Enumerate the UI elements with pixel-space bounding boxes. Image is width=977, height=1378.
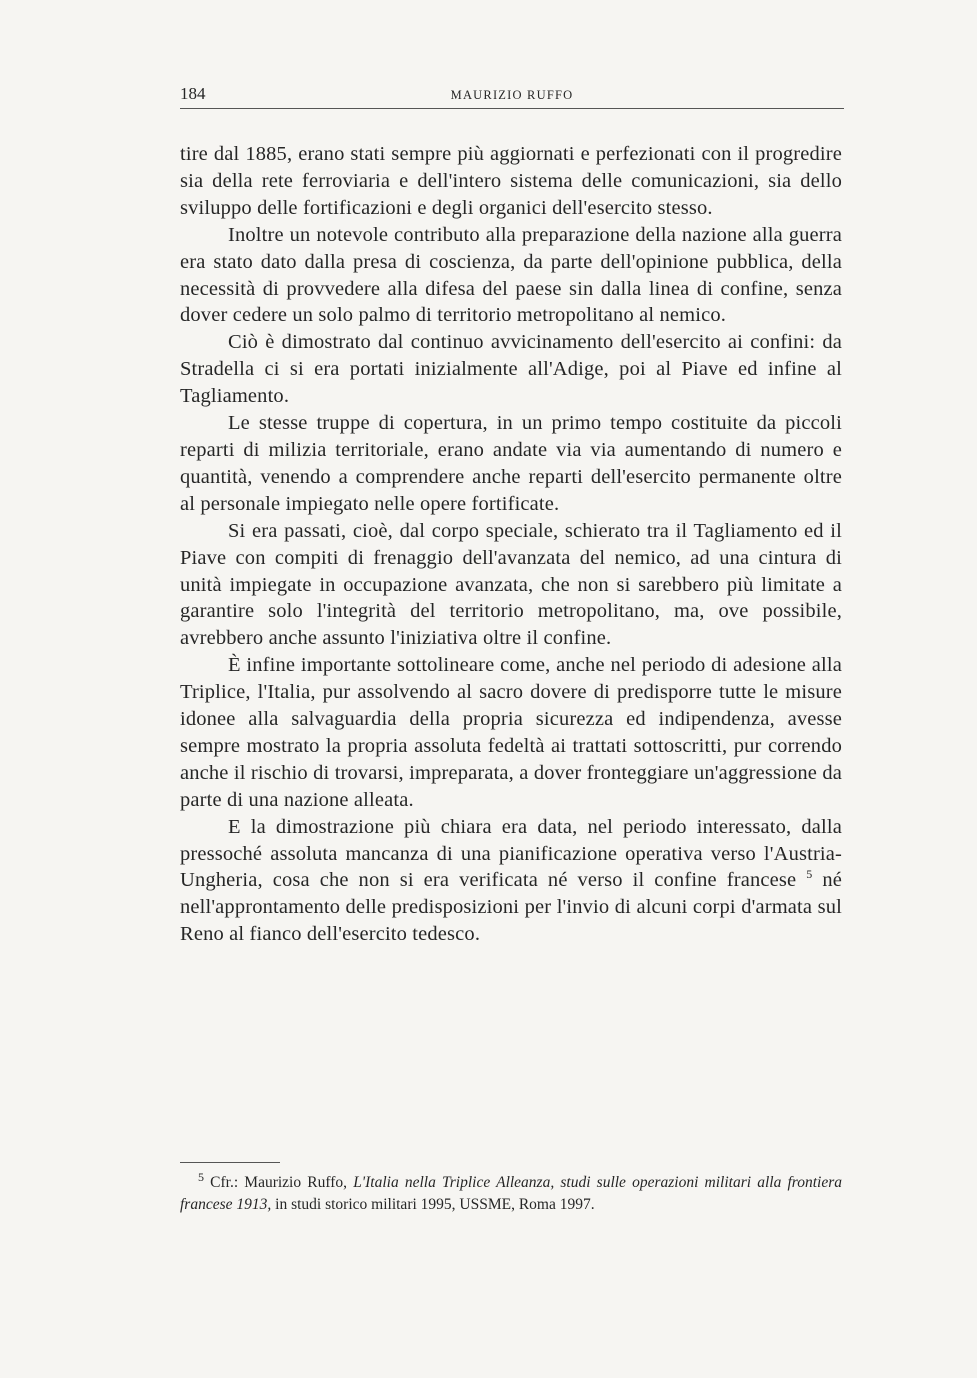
footnote-divider	[180, 1162, 280, 1163]
body-text	[180, 141, 842, 948]
paragraph-text: E la dimostrazione più chiara era data, nel periodo interessato, dalla pressoché assoluta mancanza di una pianificazione operativa verso l'Austria-Ungheria, cosa che non si era verificata né verso il confine francese	[180, 815, 842, 892]
paragraph: Le stesse truppe di copertura, in un primo tempo costituite da piccoli reparti di milizia territoriale, erano andate via via aumentando di numero e quantità, venendo a comprendere anche reparti dell'esercito permanente oltre al personale impiegato nelle opere fortificate.	[180, 412, 842, 515]
footnote-suffix: in studi storico militari 1995, USSME, Roma 1997.	[275, 1195, 595, 1213]
paragraph-with-footnote-ref	[180, 814, 842, 949]
paragraph: Inoltre un notevole contributo alla preparazione della nazione alla guerra era stato dato dalla presa di coscienza, da parte dell'opinione pubblica, della necessità di provvedere alla difesa del paese sin dalla linea di confine, senza dover cedere un solo palmo di territorio metropolitano al nemico.	[180, 223, 842, 327]
footnote-reference: 5	[806, 867, 813, 882]
paragraph-text: né nell'approntamento delle predisposizioni per l'invio di alcuni corpi d'armata sul Reno al fianco dell'esercito tedesco.	[180, 869, 842, 946]
footnote-prefix: Cfr.: Maurizio Ruffo,	[210, 1174, 348, 1191]
page-header	[180, 84, 844, 109]
paragraph: Si era passati, cioè, dal corpo speciale, schierato tra il Tagliamento ed il Piave con compiti di frenaggio dell'avanzata del nemico, ad una cintura di unità impiegate in occupazione avanzata, che non si sarebbero più limitate a garantire solo l'integrità del territorio metropolitano, ma, ove possibile, avrebbero anche assunto l'iniziativa oltre il confine.	[180, 519, 842, 650]
page-number: 184	[180, 84, 206, 103]
footnote-title: L'Italia nella Triplice Alleanza, studi sulle operazioni militari alla frontiera francese 1913,	[180, 1174, 843, 1213]
running-head: MAURIZIO RUFFO	[450, 88, 574, 102]
paragraph: È infine importante sottolineare come, anche nel periodo di adesione alla Triplice, l'Italia, pur assolvendo al sacro dovere di predisporre tutte le misure idonee alla salvaguardia della propria sicurezza ed indipendenza, avesse sempre mostrato la propria assoluta fedeltà ai trattati sottoscritti, pur correndo anche il rischio di trovarsi, impreparata, a dover fronteggiare un'aggressione da parte di una nazione alleata.	[180, 654, 842, 811]
footnote-number: 5	[198, 1169, 204, 1184]
footnote	[180, 1169, 843, 1215]
paragraph-continued: tire dal 1885, erano stati sempre più aggiornati e perfezionati con il progredire sia della rete ferroviaria e dell'intero sistema delle comunicazioni, sia dello sviluppo delle fortificazioni e degli organici dell'esercito stesso.	[180, 143, 842, 219]
paragraph: Ciò è dimostrato dal continuo avvicinamento dell'esercito ai confini: da Stradella ci si era portati inizialmente all'Adige, poi al Piave ed infine al Tagliamento.	[180, 331, 842, 408]
